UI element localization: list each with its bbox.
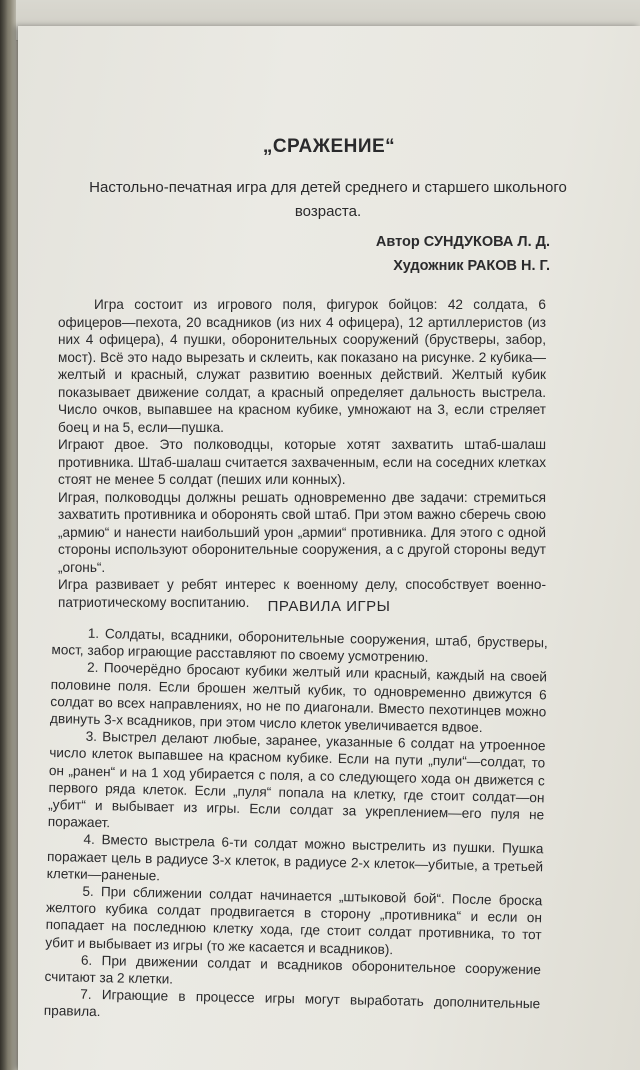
intro-text <box>58 296 546 611</box>
document-subtitle: Настольно-печатная игра для детей среднего и старшего школьного возраста. <box>89 179 567 220</box>
printed-sheet <box>18 26 640 1070</box>
intro-paragraph: Игра развивает у ребят интерес к военному делу, способствует военно-патриотическому воспитанию. <box>58 577 546 610</box>
rule-item: 5. При сближении солдат начинается „штыковой бой“. После броска желтого кубика солдат продвигается в сторону „противника“ и если он попадает на последнюю клетку хода, где стоит солдат противника, то тот убит и выбывает из игры (то же касается и всадников). <box>45 883 543 957</box>
intro-paragraph: Игра состоит из игрового поля, фигурок бойцов: 42 солдата, 6 офицеров—пехота, 20 всадников (из них 4 офицера), 12 артиллеристов (из них 4 офицера), 4 пушки, оборонительных сооружений (брустверы, забор, мост). Всё это надо вырезать и склеить, как показано на рисунке. 2 кубика—желтый и красный, служат развитию военных действий. Желтый кубик показывает движение солдат, а красный определяет дальность выстрела. Число очков, выпавшее на красном кубике, умножают на 3, если стреляет боец и на 5, если—пушка. <box>58 297 546 435</box>
rules-list <box>44 624 548 1030</box>
rule-item: 4. Вместо выстрела 6-ти солдат можно выстрелить из пушки. Пушка поражает цель в радиусе 3-х клеток, в радиусе 2-х клеток—убитые, а третьей клетки—раненые. <box>46 832 544 884</box>
rules-heading: ПРАВИЛА ИГРЫ <box>267 598 391 615</box>
rule-item: 7. Играющие в процессе игры могут выработать дополнительные правила. <box>43 986 541 1020</box>
intro-paragraph: Играя, полководцы должны решать одновременно две задачи: стремиться захватить противника и оборонять свой штаб. При этом важно сберечь свою „армию“ и нанести наибольший урон „армии“ противника. Для этого с одной стороны используют оборонительные сооружения, а с другой стороны ведут „огонь“. <box>58 489 546 575</box>
author-credit: Автор СУНДУКОВА Л. Д. <box>375 234 550 250</box>
rule-item: 3. Выстрел делают любые, заранее, указанные 6 солдат на утроенное число клеток выпавшее на красном кубике. Если на пути „пули“—солдат, то он „ранен“ и на 1 ход убирается с поля, а со следующего хода он движется с первого ряда клеток. Если „пуля“ попала на клетку, где стоит солдат—он „убит“ и выбывает из игры. Если солдат за укреплением—его пуля не поражает. <box>47 728 546 831</box>
rule-item: 6. При движении солдат и всадников оборонительное сооружение считают за 2 клетки. <box>44 952 542 987</box>
intro-paragraph: Играют двое. Это полководцы, которые хотят захватить штаб-шалаш противника. Штаб-шалаш считается захваченным, если на соседних клетках стоят не менее 5 солдат (пеших или конных). <box>58 437 546 487</box>
document-title: „СРАЖЕНИЕ“ <box>262 136 396 157</box>
artist-credit: Художник РАКОВ Н. Г. <box>393 258 550 274</box>
rule-item: 1. Солдаты, всадники, оборонительные сооружения, штаб, брустверы, мост, забор играющие расставляют по своему усмотрению. <box>51 625 548 666</box>
rule-item: 2. Поочерёдно бросают кубики желтый или красный, каждый на своей половине поля. Если брошен желтый кубик, то одновременно движутся 6 солдат во всех направлениях, но не по диагонали. Вместо пехотинцев можно двинуть 3-х всадников, при этом число клеток увеличивается вдвое. <box>49 660 548 736</box>
edge-shadow <box>0 0 8 1070</box>
